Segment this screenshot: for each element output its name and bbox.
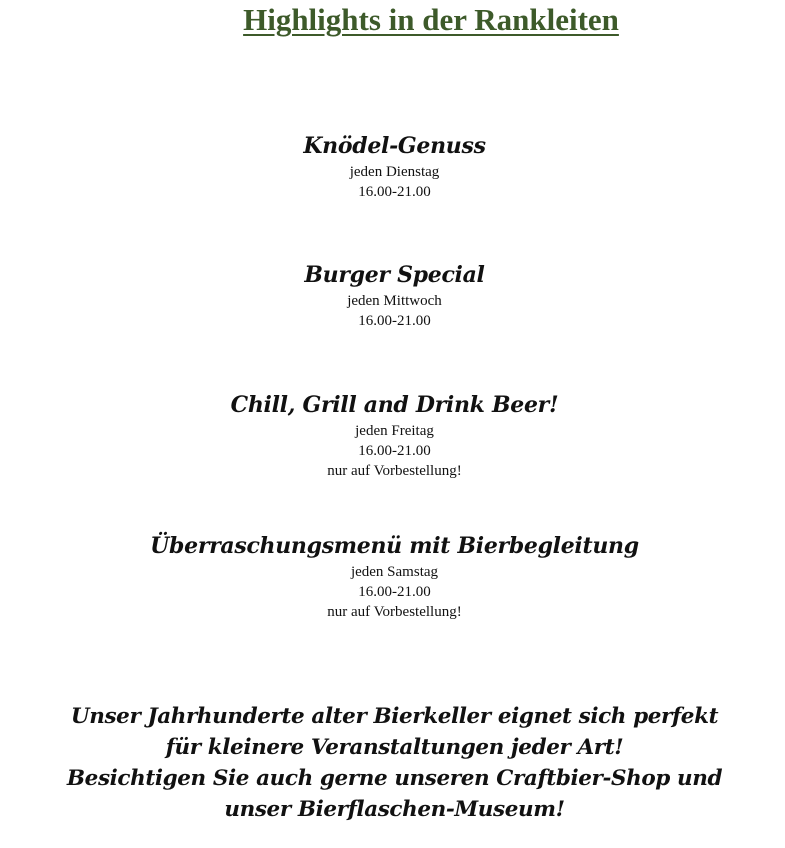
footer-line: Unser Jahrhunderte alter Bierkeller eignet sich perfekt bbox=[70, 704, 719, 729]
event-name: Überraschungsmenü mit Bierbegleitung bbox=[150, 533, 639, 559]
event-day: jeden Mittwoch bbox=[347, 293, 442, 309]
event-day: jeden Freitag bbox=[355, 423, 434, 439]
footer-line: für kleinere Veranstaltungen jeder Art! bbox=[165, 735, 624, 760]
event-time: 16.00-21.00 bbox=[358, 313, 431, 329]
event-time: 16.00-21.00 bbox=[358, 443, 431, 459]
event-burger-special bbox=[0, 261, 785, 331]
page-title: Highlights in der Rankleiten bbox=[243, 2, 619, 37]
footer-text bbox=[0, 701, 785, 825]
event-day: jeden Samstag bbox=[350, 564, 439, 580]
event-knoedel-genuss bbox=[0, 132, 785, 202]
event-ueberraschungsmenue bbox=[0, 532, 785, 622]
event-time: 16.00-21.00 bbox=[358, 584, 431, 600]
event-chill-grill bbox=[0, 391, 785, 481]
footer-line: unser Bierflaschen-Museum! bbox=[224, 797, 565, 822]
event-note: nur auf Vorbestellung! bbox=[327, 604, 462, 620]
footer-line: Besichtigen Sie auch gerne unseren Craftbier-Shop und bbox=[66, 766, 723, 791]
event-name: Burger Special bbox=[304, 262, 485, 288]
event-time: 16.00-21.00 bbox=[358, 184, 431, 200]
event-name: Chill, Grill and Drink Beer! bbox=[230, 392, 559, 418]
event-name: Knödel-Genuss bbox=[303, 133, 486, 159]
event-note: nur auf Vorbestellung! bbox=[327, 463, 462, 479]
event-day: jeden Dienstag bbox=[349, 164, 440, 180]
